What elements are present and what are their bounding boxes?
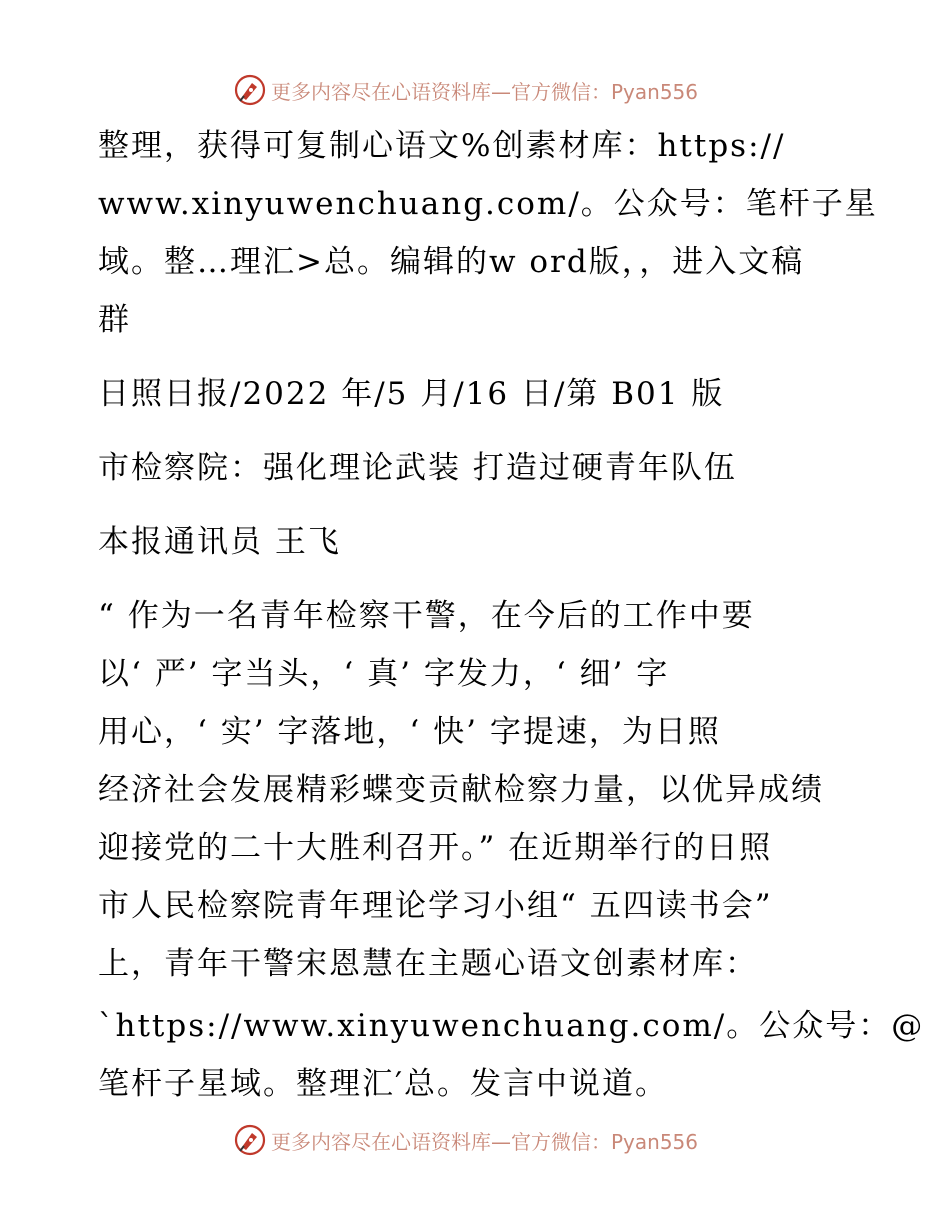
- dateline: 日照日报/2022 年/5 月/16 日/第 B01 版: [98, 376, 725, 412]
- article-line: “ 作为一名青年检察干警，在今后的工作中要: [98, 598, 755, 634]
- footer-watermark-banner: [233, 1120, 713, 1160]
- article-line: 上，青年干警宋恩慧在主题心语文创素材库：: [98, 946, 758, 982]
- header-watermark-banner: [233, 70, 713, 110]
- article-line: 市人民检察院青年理论学习小组“ 五四读书会”: [98, 888, 773, 924]
- banner-text: 更多内容尽在心语资料库—官方微信：Pyan556: [271, 1129, 699, 1154]
- article-line: 以‘ 严’ 字当头，‘ 真’ 字发力，‘ 细’ 字: [98, 656, 670, 692]
- article-line: 迎接党的二十大胜利召开。” 在近期举行的日照: [98, 830, 773, 866]
- article-line: 经济社会发展精彩蝶变贡献检察力量，以优异成绩: [98, 772, 824, 808]
- body-line: www.xinyuwenchuang.com/。公众号：笔杆子星: [98, 186, 878, 222]
- body-line: 群: [98, 302, 131, 338]
- article-line: 笔杆子星域。整理汇′总。发言中说道。: [98, 1066, 669, 1102]
- byline: 本报通讯员 王飞: [98, 524, 341, 560]
- body-line: 域。整…理汇>总。编辑的w ord版，，进入文稿: [98, 244, 805, 280]
- article-line: 用心，‘ 实’ 字落地，‘ 快’ 字提速，为日照: [98, 714, 721, 750]
- pen-tip-circle-icon: [233, 73, 267, 107]
- article-line: `https://www.xinyuwenchuang.com/。公众号：@: [98, 1008, 925, 1044]
- banner-text: 更多内容尽在心语资料库—官方微信：Pyan556: [271, 79, 699, 104]
- headline: 市检察院：强化理论武装 打造过硬青年队伍: [98, 450, 737, 486]
- body-line: 整理，获得可复制心语文%创素材库：https://: [98, 128, 786, 164]
- pen-tip-circle-icon: [233, 1123, 267, 1157]
